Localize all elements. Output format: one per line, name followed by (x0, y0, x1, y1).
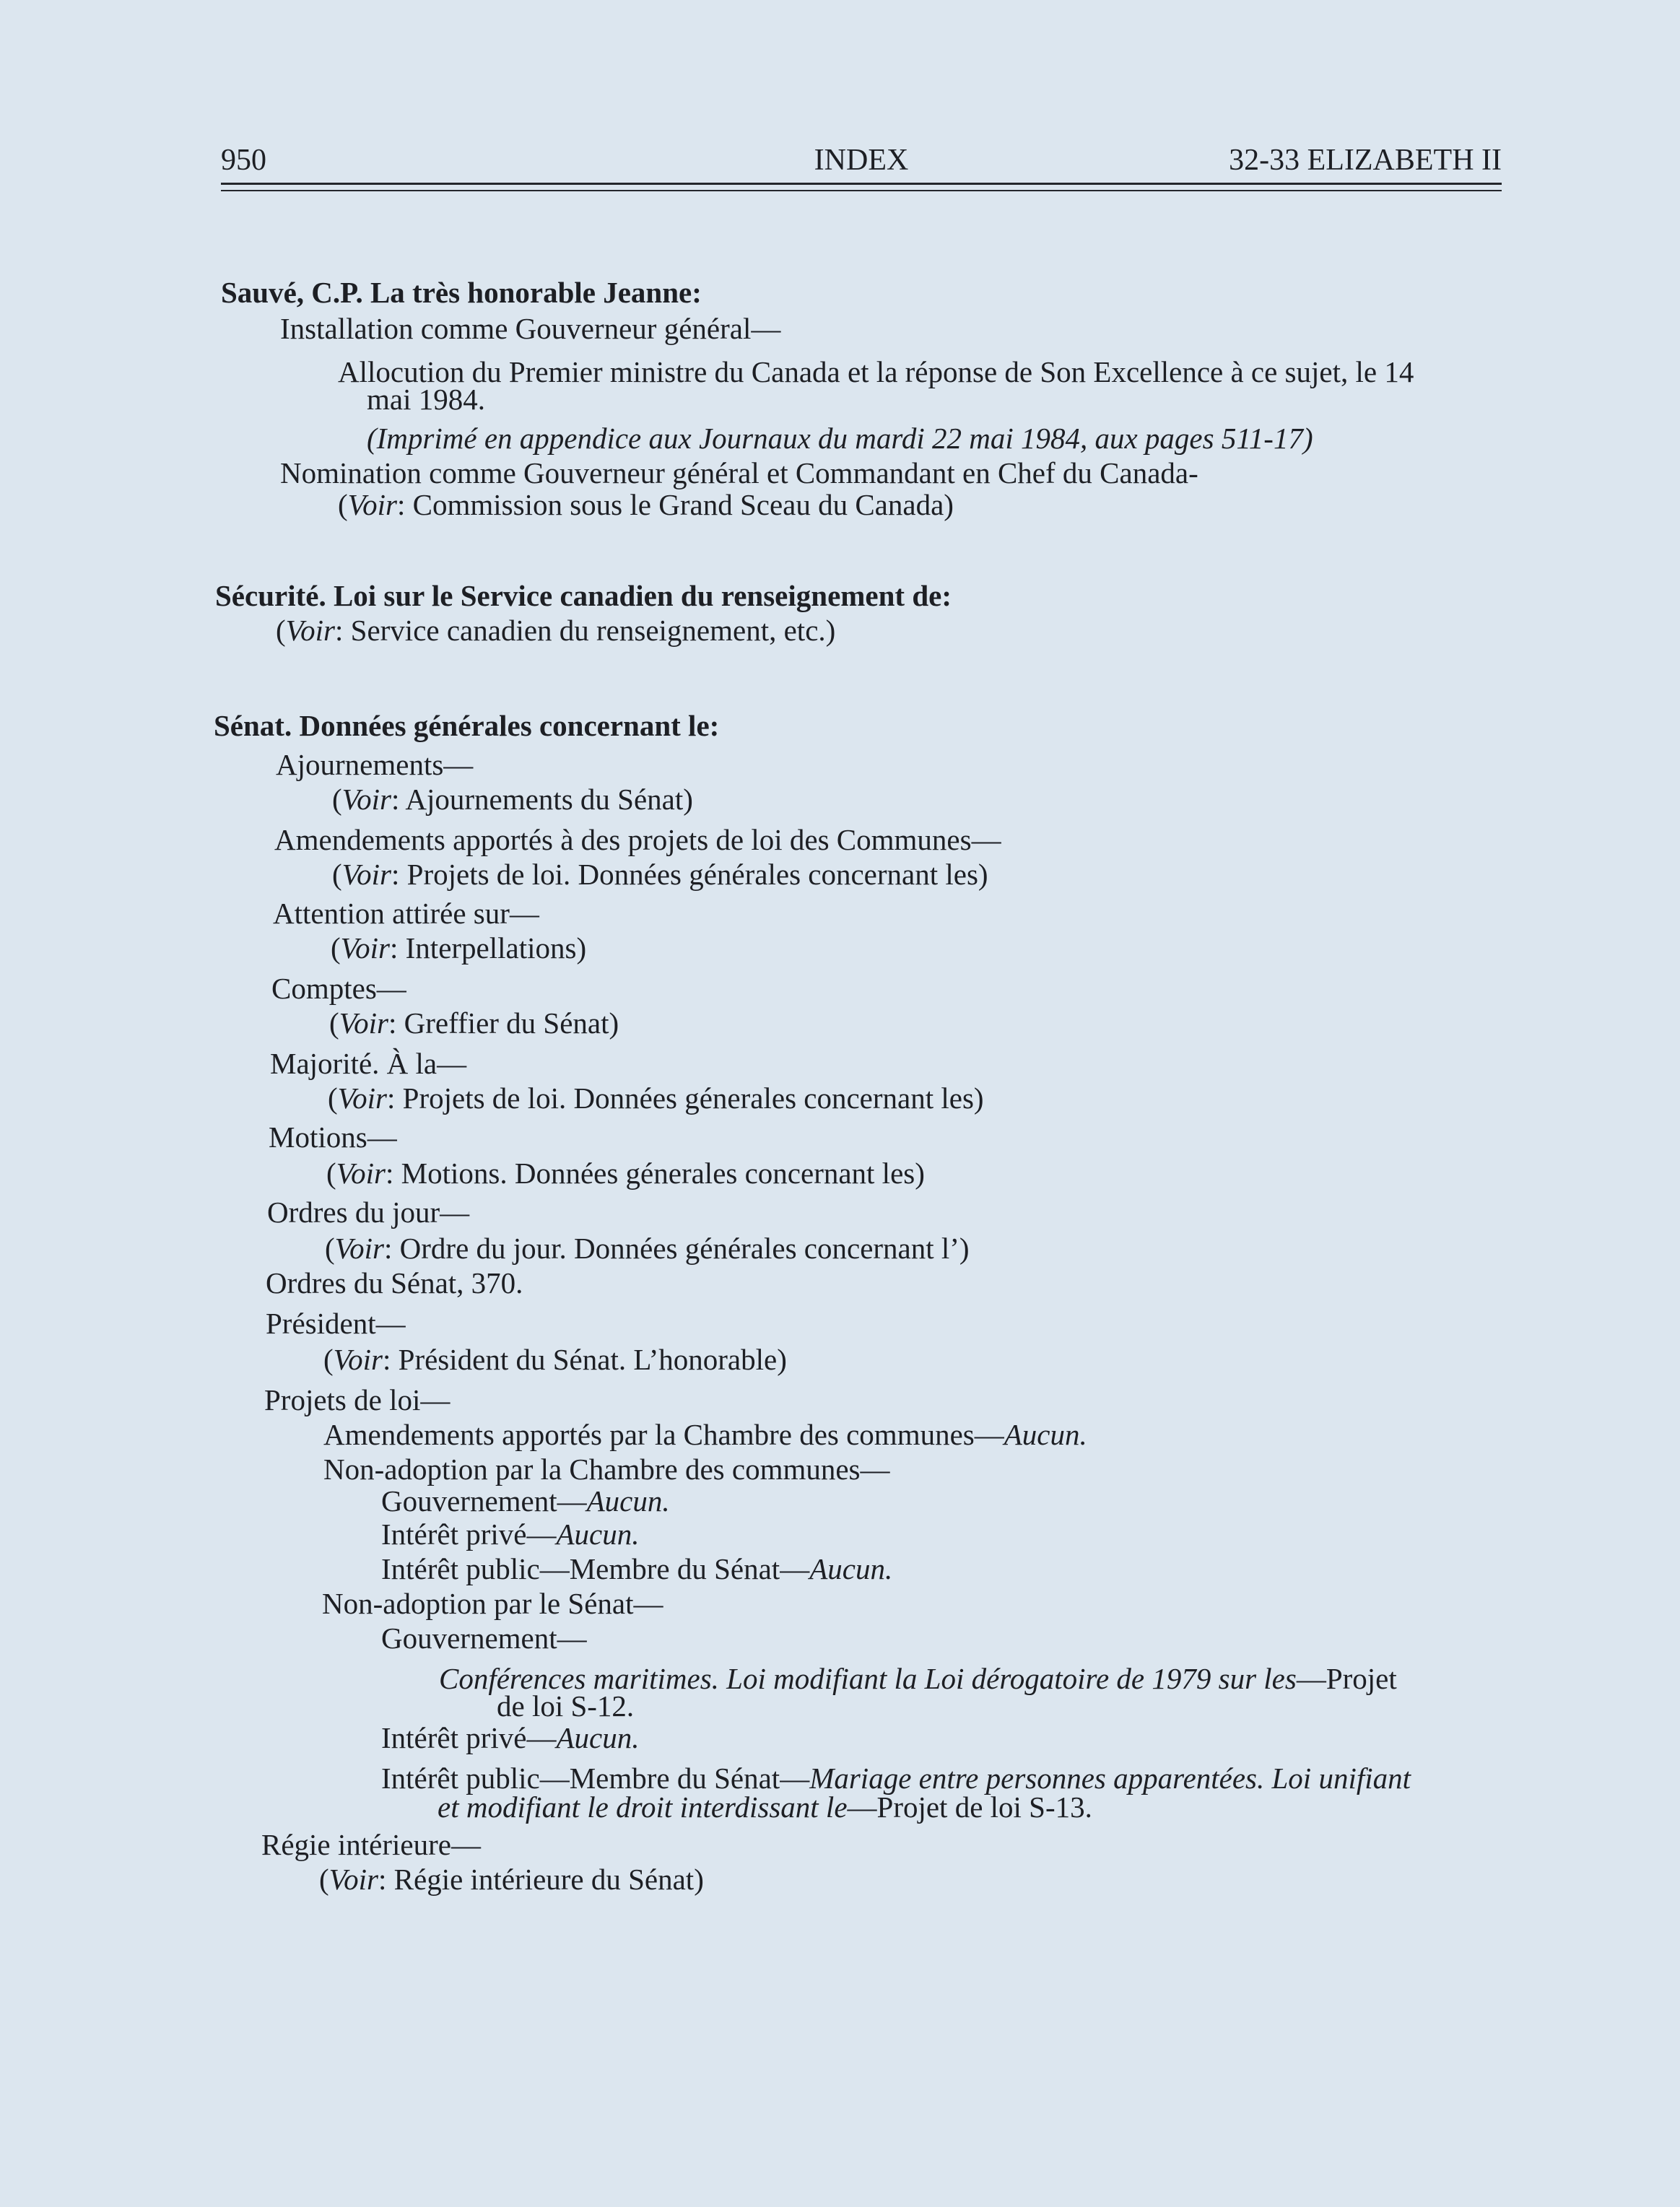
projets-interet-prive-senat: Intérêt privé—Aucun. (381, 1721, 640, 1754)
cross-reference: (Voir: Ordre du jour. Données générales concernant l’) (325, 1232, 970, 1265)
page-number: 950 (221, 144, 266, 177)
subentry-allocution-line2: mai 1984. (367, 383, 485, 416)
projets-nonadoption-communes: Non-adoption par la Chambre des communes— (323, 1453, 890, 1486)
cross-reference: (Voir: Régie intérieure du Sénat) (319, 1863, 704, 1896)
cross-reference: (Voir: Motions. Données génerales concernant les) (326, 1157, 925, 1190)
subentry-label: Majorité. À la— (270, 1047, 467, 1080)
projets-conferences-line2: de loi S-12. (497, 1689, 635, 1723)
cross-reference: (Voir: Projets de loi. Données génerales concernant les) (328, 1081, 984, 1115)
projets-interet-public: Intérêt public—Membre du Sénat—Aucun. (381, 1552, 893, 1585)
projets-mariage-line2: et modifiant le droit interdissant le—Projet de loi S-13. (438, 1790, 1092, 1824)
running-head-reign: 32-33 ELIZABETH II (1229, 144, 1502, 177)
projets-nonadoption-senat: Non-adoption par le Sénat— (322, 1587, 663, 1620)
projets-gouvernement-senat: Gouvernement— (381, 1621, 587, 1655)
projets-conferences-maritimes: Conférences maritimes. Loi modifiant la Loi dérogatoire de 1979 sur les—Projet (439, 1662, 1397, 1695)
subentry-nomination: Nomination comme Gouverneur général et Commandant en Chef du Canada- (280, 456, 1198, 489)
cross-reference: (Voir: Ajournements du Sénat) (332, 783, 693, 816)
entry-heading-senat: Sénat. Données générales concernant le: (214, 709, 720, 742)
subentry-label: Amendements apportés à des projets de loi des Communes— (274, 823, 1001, 856)
entry-heading-sauve: Sauvé, C.P. La très honorable Jeanne: (221, 276, 702, 309)
projets-interet-prive: Intérêt privé—Aucun. (381, 1518, 640, 1551)
subentry-projets-de-loi: Projets de loi— (264, 1383, 451, 1416)
subentry-label: Ordres du Sénat, 370. (266, 1266, 523, 1300)
subentry-allocution-line1: Allocution du Premier ministre du Canada et la réponse de Son Excellence à ce sujet, le 14 (338, 355, 1414, 388)
cross-reference: (Voir: Greffier du Sénat) (329, 1006, 619, 1040)
projets-amendements: Amendements apportés par la Chambre des communes—Aucun. (323, 1418, 1087, 1451)
entry-heading-securite: Sécurité. Loi sur le Service canadien du renseignement de: (215, 579, 952, 612)
cross-reference: (Voir: Président du Sénat. L’honorable) (323, 1343, 787, 1376)
cross-reference: (Voir: Service canadien du renseignement, etc.) (276, 614, 836, 647)
subentry-regie-interieure: Régie intérieure— (261, 1828, 481, 1861)
subentry-label: Ordres du jour— (267, 1196, 470, 1229)
cross-reference: (Voir: Interpellations) (331, 931, 587, 965)
page-title: INDEX (814, 144, 909, 177)
projets-gouvernement: Gouvernement—Aucun. (381, 1484, 670, 1518)
projets-interet-public-senat: Intérêt public—Membre du Sénat—Mariage entre personnes apparentées. Loi unifiant (381, 1762, 1411, 1795)
subentry-label: Motions— (269, 1120, 397, 1154)
subentry-label: Ajournements— (276, 748, 474, 781)
cross-reference: (Voir: Projets de loi. Données générales concernant les) (332, 858, 988, 891)
subentry-installation: Installation comme Gouverneur général— (280, 312, 781, 345)
cross-reference: (Voir: Commission sous le Grand Sceau du Canada) (338, 488, 954, 521)
subentry-label: Attention attirée sur— (273, 897, 539, 930)
subentry-imprime-note: (Imprimé en appendice aux Journaux du mardi 22 mai 1984, aux pages 511-17) (367, 422, 1313, 455)
subentry-label: Président— (266, 1307, 406, 1340)
subentry-label: Comptes— (271, 972, 406, 1005)
